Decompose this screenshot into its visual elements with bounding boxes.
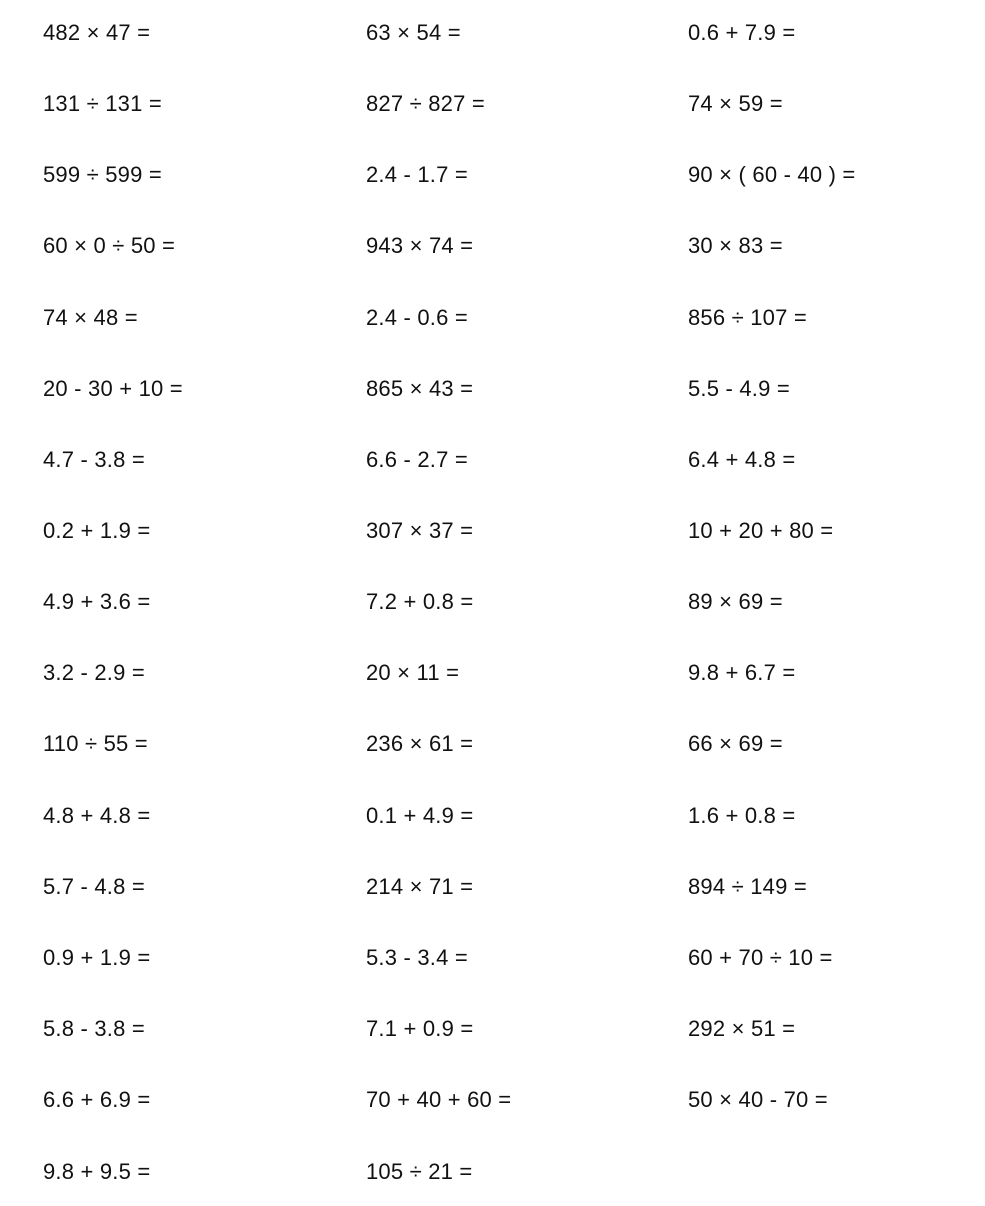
problem: 292 × 51 = — [688, 1016, 796, 1041]
problem: 10 + 20 + 80 = — [688, 518, 834, 543]
problem: 7.2 + 0.8 = — [366, 589, 474, 614]
problem-row-4 — [0, 226, 985, 266]
problem: 50 × 40 - 70 = — [688, 1087, 828, 1112]
problem: 20 × 11 = — [366, 660, 460, 685]
problem: 60 × 0 ÷ 50 = — [43, 233, 176, 258]
problem: 307 × 37 = — [366, 518, 474, 543]
problem: 63 × 54 = — [366, 20, 461, 45]
problem: 482 × 47 = — [43, 20, 151, 45]
problem: 894 ÷ 149 = — [688, 874, 807, 899]
problem: 20 - 30 + 10 = — [43, 376, 183, 401]
problem: 0.9 + 1.9 = — [43, 945, 151, 970]
problem: 0.1 + 4.9 = — [366, 803, 474, 828]
problem-row-17 — [0, 1152, 985, 1192]
problem-row-16 — [0, 1080, 985, 1120]
problem: 5.7 - 4.8 = — [43, 874, 145, 899]
problem-row-15 — [0, 1009, 985, 1049]
problem: 30 × 83 = — [688, 233, 783, 258]
problem: 70 + 40 + 60 = — [366, 1087, 512, 1112]
problem: 6.4 + 4.8 = — [688, 447, 796, 472]
problem: 4.8 + 4.8 = — [43, 803, 151, 828]
problem: 90 × ( 60 - 40 ) = — [688, 162, 856, 187]
problem-row-6 — [0, 369, 985, 409]
problem: 7.1 + 0.9 = — [366, 1016, 474, 1041]
problem-row-14 — [0, 938, 985, 978]
problem: 214 × 71 = — [366, 874, 474, 899]
problem-row-8 — [0, 511, 985, 551]
problem: 6.6 - 2.7 = — [366, 447, 468, 472]
problem: 599 ÷ 599 = — [43, 162, 162, 187]
problem: 236 × 61 = — [366, 731, 474, 756]
problem: 5.3 - 3.4 = — [366, 945, 468, 970]
problem-row-9 — [0, 582, 985, 622]
problem: 827 ÷ 827 = — [366, 91, 485, 116]
problem-row-2 — [0, 84, 985, 124]
problem: 856 ÷ 107 = — [688, 305, 807, 330]
problem: 105 ÷ 21 = — [366, 1159, 473, 1184]
problem: 6.6 + 6.9 = — [43, 1087, 151, 1112]
problem: 0.2 + 1.9 = — [43, 518, 151, 543]
problem: 2.4 - 1.7 = — [366, 162, 468, 187]
problem: 9.8 + 6.7 = — [688, 660, 796, 685]
problem: 5.8 - 3.8 = — [43, 1016, 145, 1041]
problem-row-3 — [0, 155, 985, 195]
problem-row-10 — [0, 653, 985, 693]
problem-row-1 — [0, 13, 985, 53]
problem: 60 + 70 ÷ 10 = — [688, 945, 833, 970]
problem: 74 × 59 = — [688, 91, 783, 116]
problem: 3.2 - 2.9 = — [43, 660, 145, 685]
problem: 4.7 - 3.8 = — [43, 447, 145, 472]
problem: 1.6 + 0.8 = — [688, 803, 796, 828]
problem-row-7 — [0, 440, 985, 480]
problem: 2.4 - 0.6 = — [366, 305, 468, 330]
problem: 74 × 48 = — [43, 305, 138, 330]
problem: 110 ÷ 55 = — [43, 731, 148, 756]
problem-row-5 — [0, 298, 985, 338]
problem: 89 × 69 = — [688, 589, 783, 614]
problem: 9.8 + 9.5 = — [43, 1159, 151, 1184]
problem: 865 × 43 = — [366, 376, 474, 401]
problem-row-13 — [0, 867, 985, 907]
problem: 0.6 + 7.9 = — [688, 20, 796, 45]
problem: 66 × 69 = — [688, 731, 783, 756]
problem: 943 × 74 = — [366, 233, 474, 258]
problem: 5.5 - 4.9 = — [688, 376, 790, 401]
problem: 4.9 + 3.6 = — [43, 589, 151, 614]
problem-row-11 — [0, 724, 985, 764]
problem-row-12 — [0, 796, 985, 836]
problem: 131 ÷ 131 = — [43, 91, 162, 116]
